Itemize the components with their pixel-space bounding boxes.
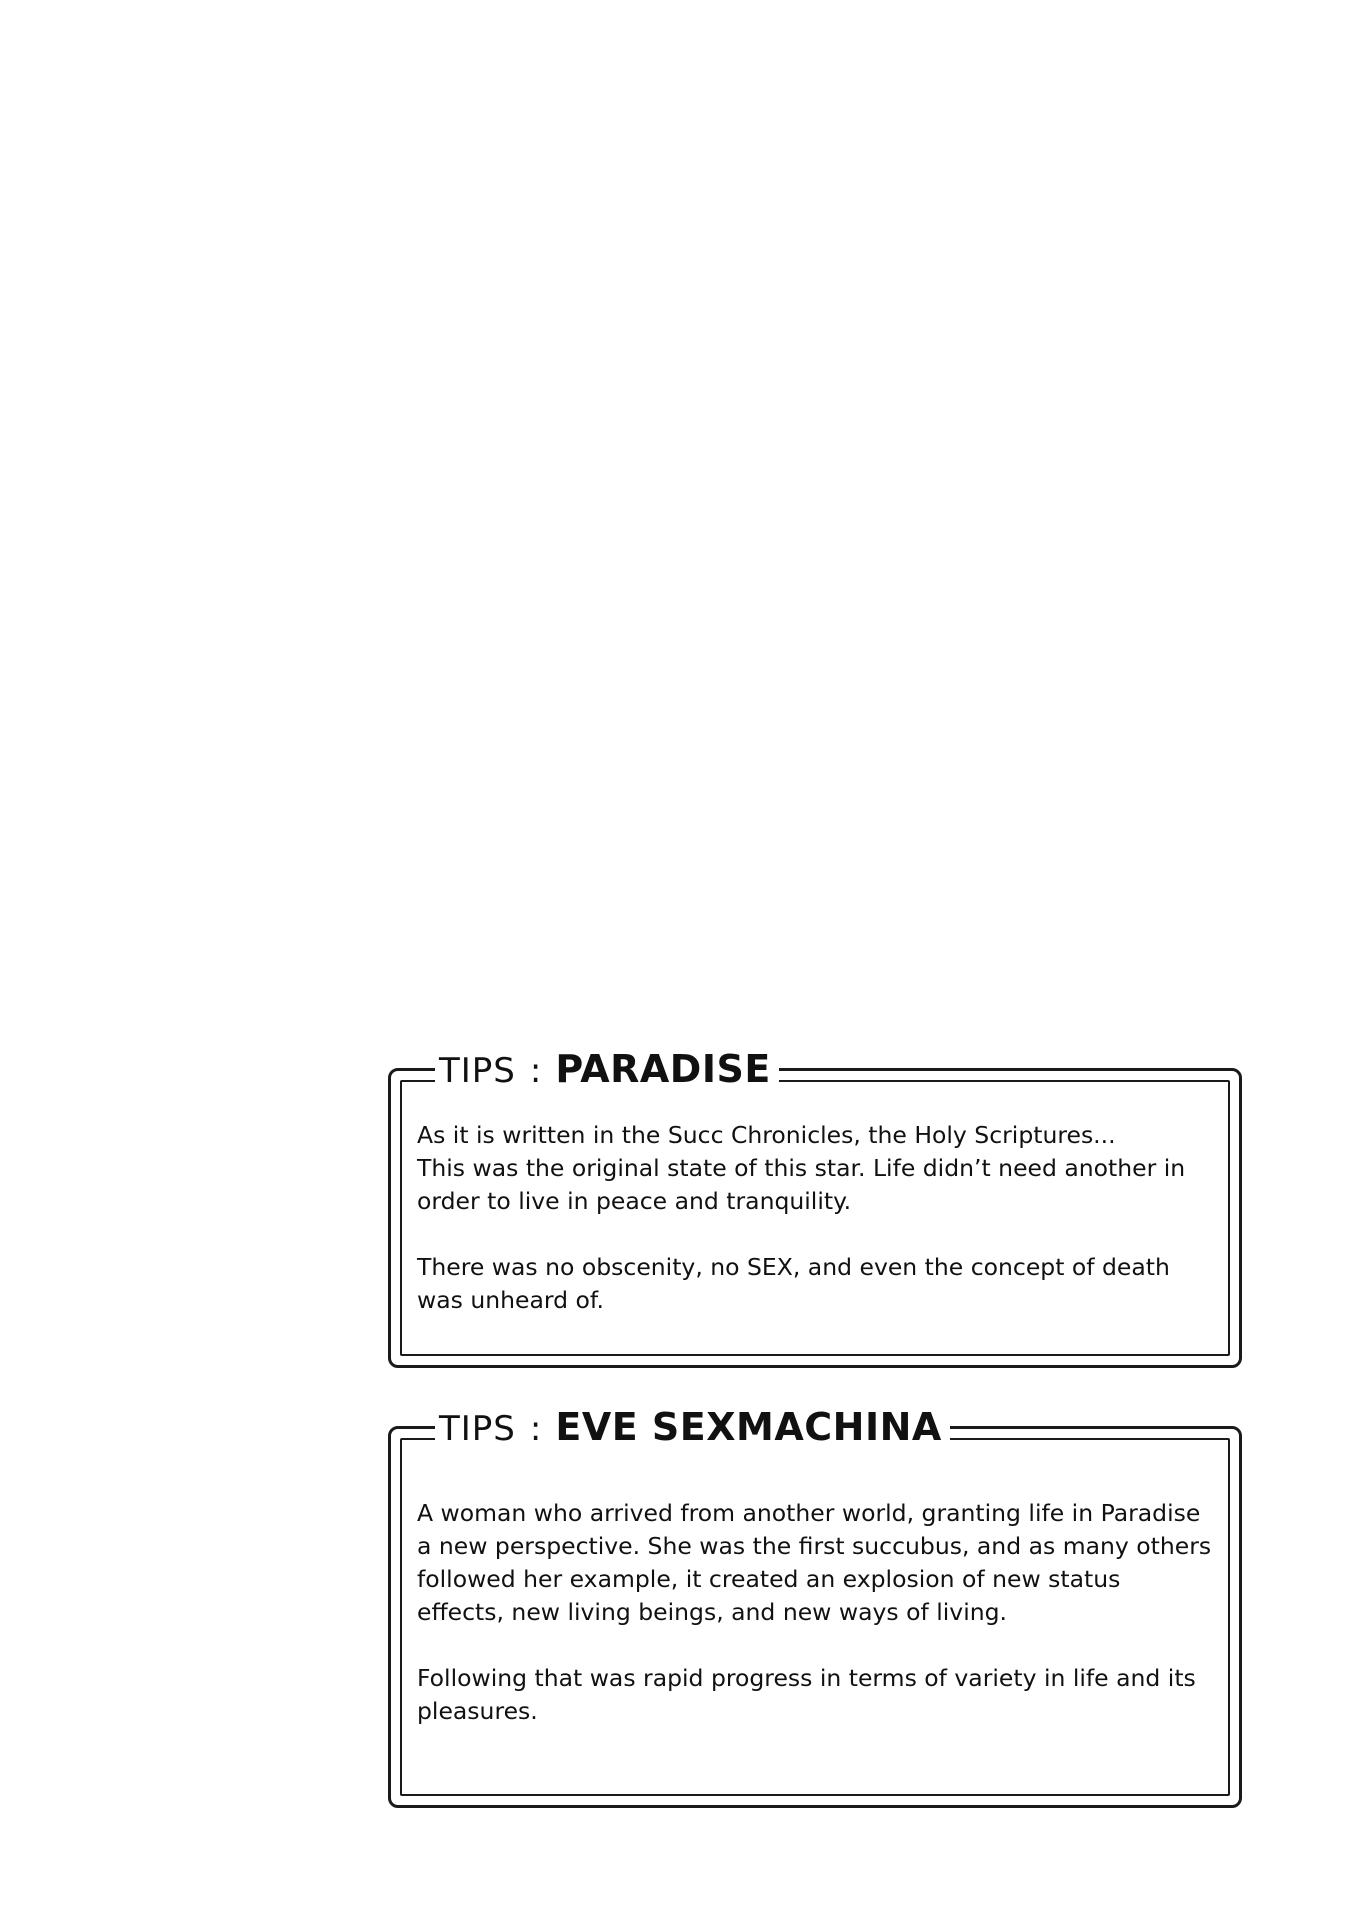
tip-body xyxy=(417,1497,1213,1728)
tip-separator: : xyxy=(529,1409,542,1449)
tip-paragraph: A woman who arrived from another world, granting life in Paradise a new perspective. She was the first succubus, and as many others followed her example, it created an explosion of new status effects, new living beings, and new ways of living. xyxy=(417,1499,1212,1626)
tip-body xyxy=(417,1119,1213,1317)
tip-prefix: TIPS xyxy=(439,1409,516,1449)
tip-separator: : xyxy=(529,1051,542,1091)
tip-heading xyxy=(435,1041,779,1105)
tip-box-eve-sexmachina xyxy=(388,1405,1242,1808)
tip-paragraph: There was no obscenity, no SEX, and even the concept of death was unheard of. xyxy=(417,1253,1170,1314)
tip-title: PARADISE xyxy=(555,1047,771,1091)
tip-paragraph: As it is written in the Succ Chronicles, the Holy Scriptures... This was the original state of this star. Life didn’t need another in order to live in peace and tranquility. xyxy=(417,1121,1186,1215)
tip-prefix: TIPS xyxy=(439,1051,516,1091)
tip-box-paradise xyxy=(388,1047,1242,1368)
tip-paragraph: Following that was rapid progress in terms of variety in life and its pleasures. xyxy=(417,1664,1196,1725)
tip-heading xyxy=(435,1399,950,1463)
tip-title: EVE SEXMACHINA xyxy=(555,1405,942,1449)
